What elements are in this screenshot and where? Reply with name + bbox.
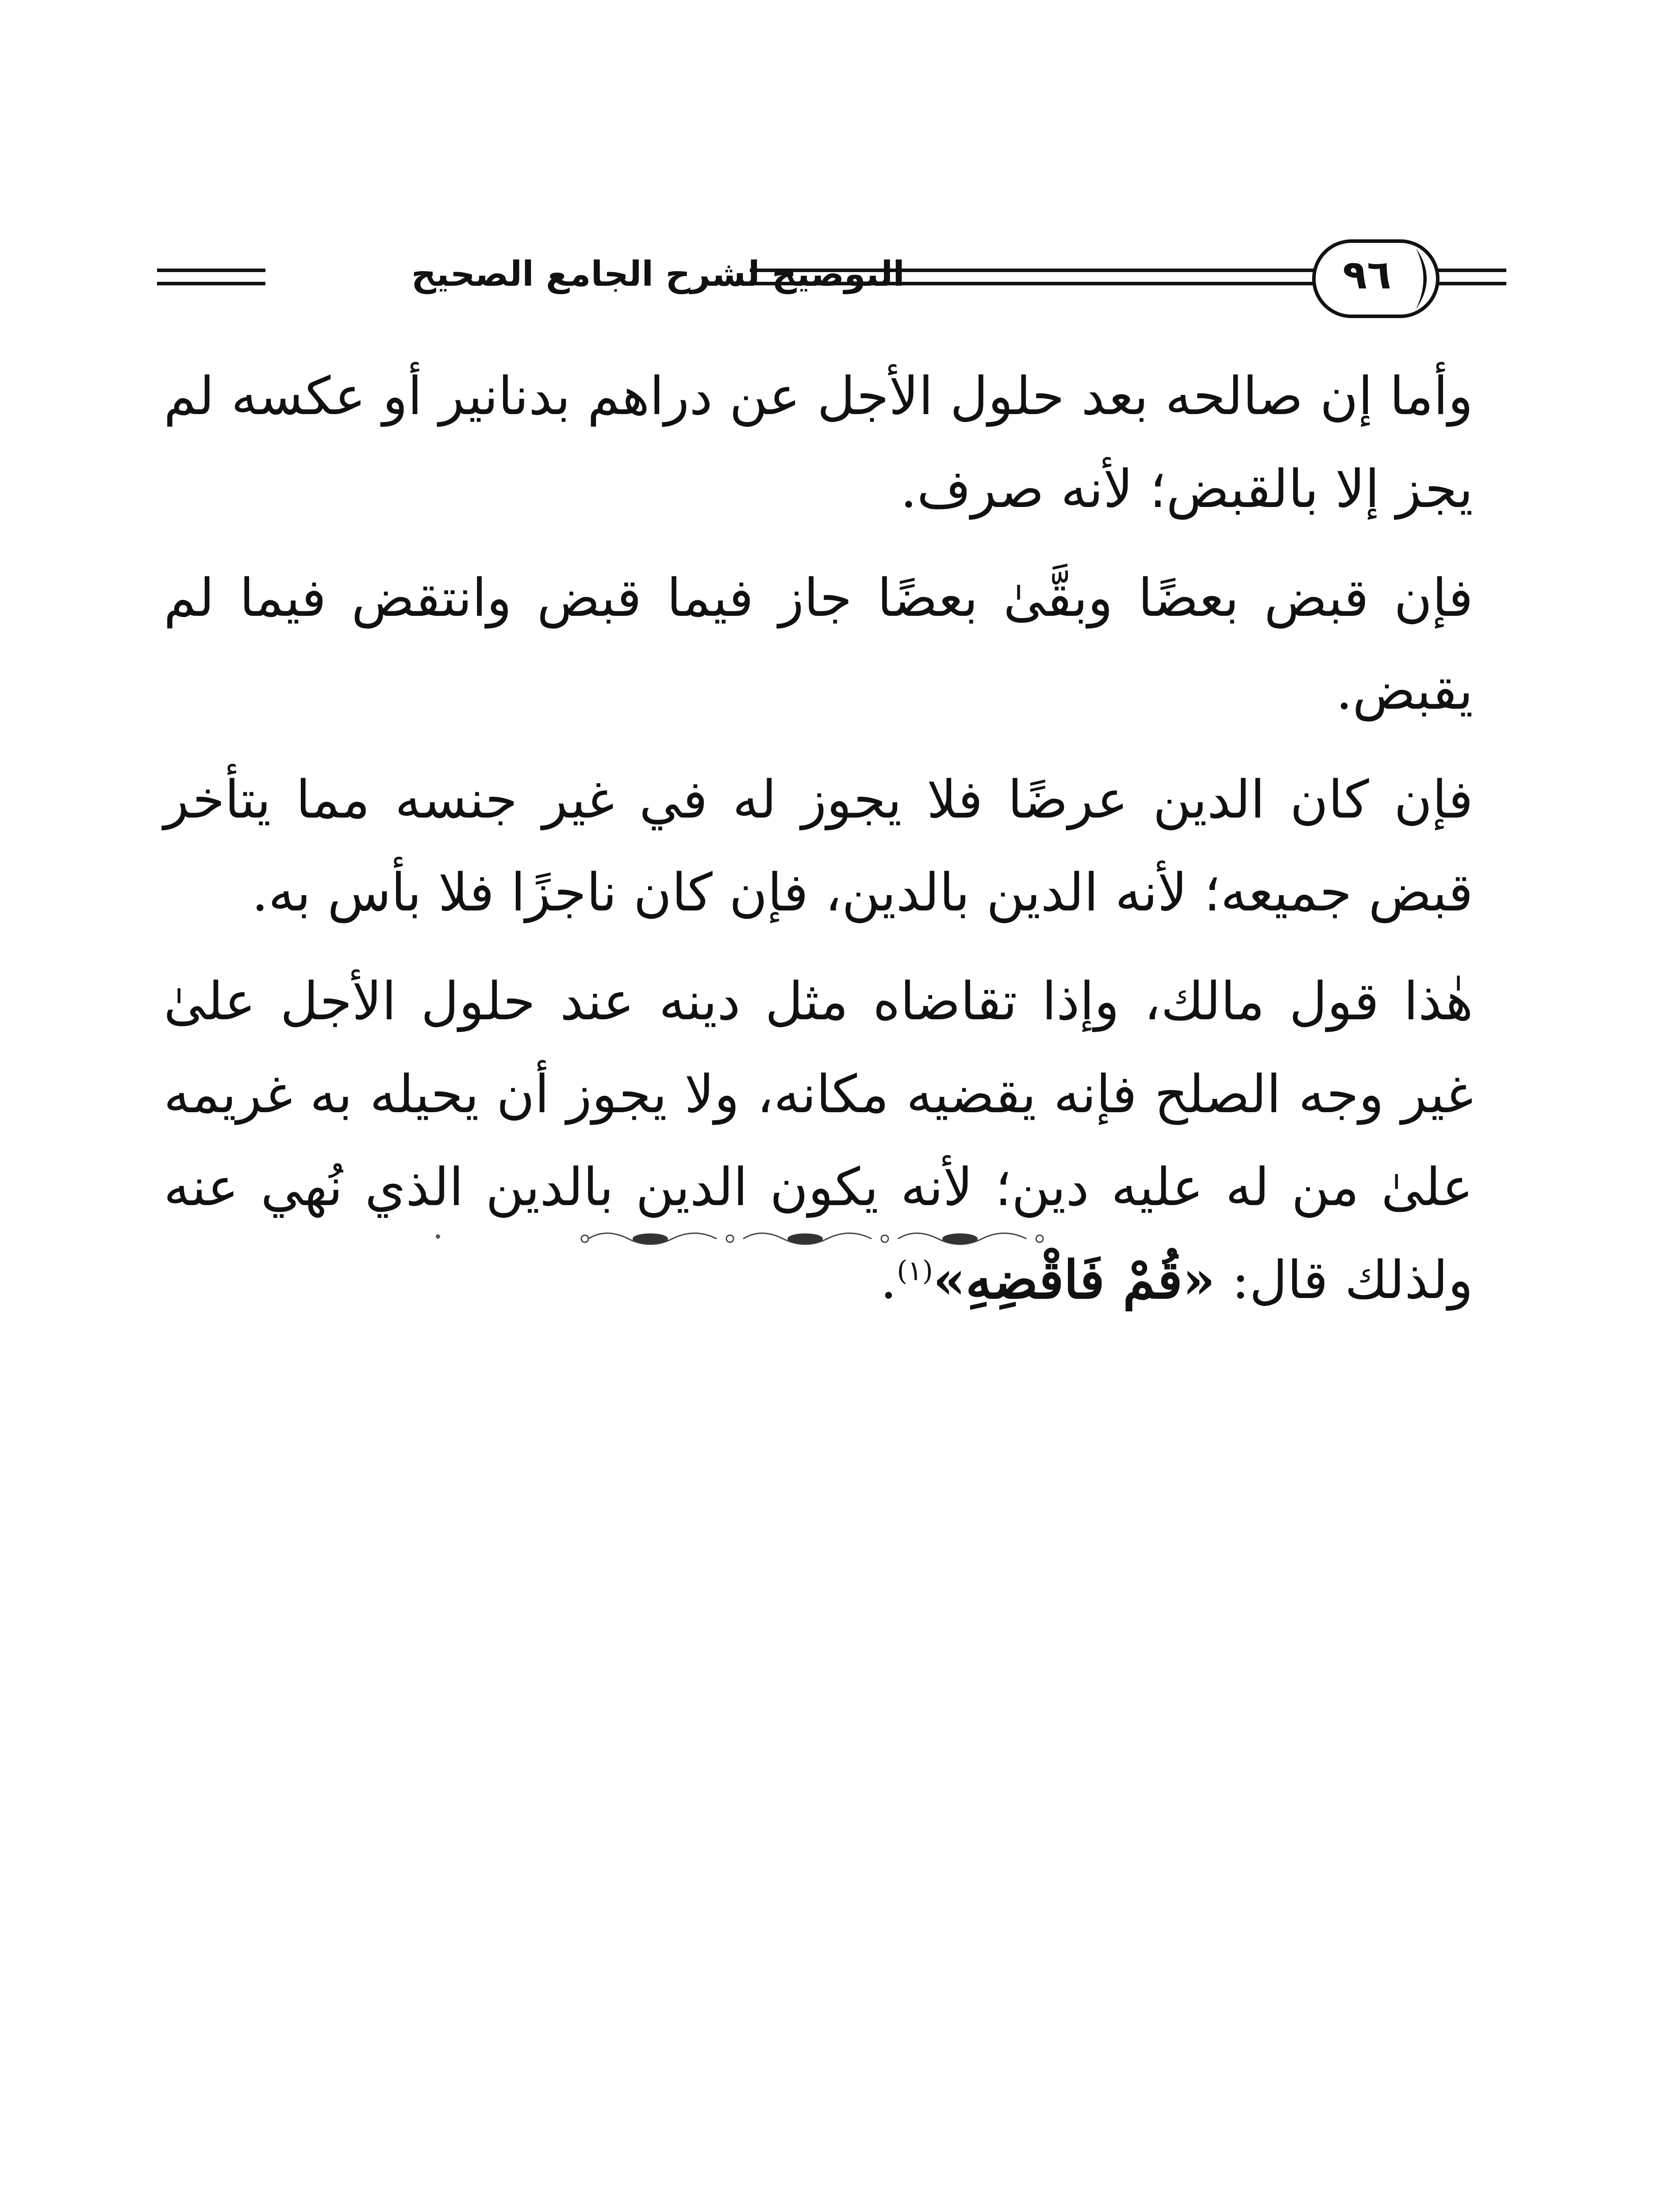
header-rule-end [1436, 282, 1506, 285]
stray-dot [436, 1234, 440, 1239]
header-rule-left [157, 269, 265, 272]
page-number: ٩٦ [1343, 252, 1391, 298]
main-text [164, 349, 1473, 1342]
hadith-quote: «قُمْ فَاقْضِهِ» [933, 1249, 1215, 1310]
paragraph-1: وأما إن صالحه بعد حلول الأجل عن دراهم بدنانير أو عكسه لم يجز إلا بالقبض؛ لأنه صرف. [164, 365, 1473, 519]
running-title: التوضيح لشرح الجامع الصحيح [411, 254, 905, 294]
header-rule-right [750, 269, 1325, 272]
paragraph-4-end: . [880, 1249, 897, 1310]
running-header [157, 232, 1511, 330]
paragraph-4 [164, 955, 1473, 1326]
footnote-reference[interactable]: (١) [897, 1254, 933, 1287]
header-rule-end [1436, 269, 1506, 272]
header-rule-left [157, 282, 265, 285]
header-rule-right [750, 282, 1325, 285]
paragraph-4-text: هٰذا قول مالك، وإذا تقاضاه مثل دينه عند حلول الأجل علىٰ غير وجه الصلح فإنه يقضيه مكانه، ولا يجوز أن يحيله به غريمه علىٰ من له عليه دين؛ لأنه يكون الدين بالدين الذي نُهي عنه ولذلك قال: [164, 971, 1473, 1310]
paragraph-2: فإن قبض بعضًا وبقَّىٰ بعضًا جاز فيما قبض وانتقض فيما لم يقبض. [164, 567, 1473, 721]
section-end-ornament [580, 1225, 1048, 1252]
paragraph-3: فإن كان الدين عرضًا فلا يجوز له في غير جنسه مما يتأخر قبض جميعه؛ لأنه الدين بالدين، فإن كان ناجزًا فلا بأس به. [164, 769, 1473, 923]
